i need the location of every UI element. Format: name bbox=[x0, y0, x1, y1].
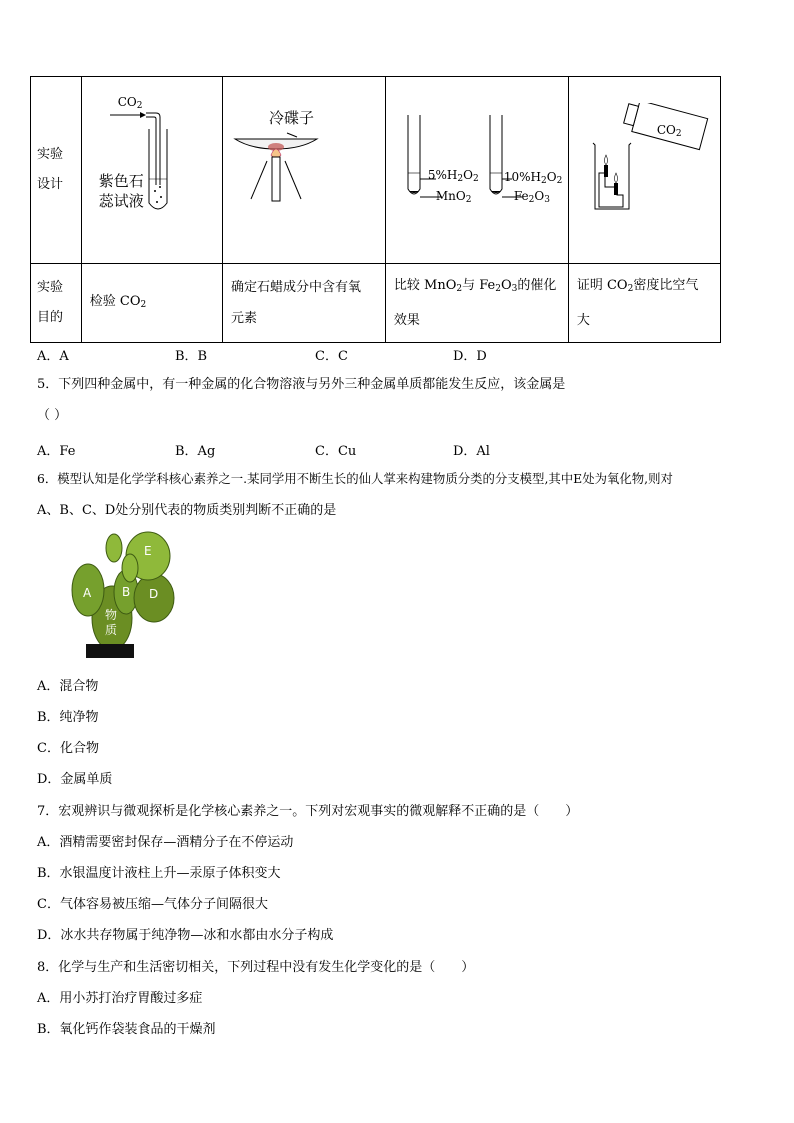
cactus-label-e: E bbox=[144, 544, 152, 558]
q6-option-c[interactable]: C．化合物 bbox=[37, 741, 99, 756]
cactus-icon bbox=[52, 528, 182, 660]
q6-option-b[interactable]: B．纯净物 bbox=[37, 710, 99, 725]
cactus-label-b: B bbox=[122, 585, 131, 599]
q6-option-d[interactable]: D．金属单质 bbox=[37, 772, 113, 787]
diagram-b bbox=[223, 77, 385, 263]
mno2-label: MnO$_2$ bbox=[435, 189, 472, 205]
q8-stem: 8．化学与生产和生活密切相关，下列过程中没有发生化学变化的是（ ） bbox=[37, 960, 475, 975]
q8-option-a[interactable]: A．用小苏打治疗胃酸过多症 bbox=[37, 991, 203, 1006]
q6-stem-line2: A、B、C、D处分别代表的物质类别判断不正确的是 bbox=[37, 503, 337, 518]
diagram-d-cell bbox=[568, 77, 720, 264]
row-header-line: 实验 bbox=[37, 147, 64, 162]
option-a[interactable]: A．A bbox=[37, 349, 69, 364]
q8-option-b[interactable]: B．氧化钙作袋装食品的干燥剂 bbox=[37, 1022, 216, 1037]
q7-option-d[interactable]: D．冰水共存物属于纯净物—冰和水都由水分子构成 bbox=[37, 928, 334, 943]
q7-stem: 7．宏观辨识与微观探析是化学核心素养之一。下列对宏观事实的微观解释不正确的是（ ） bbox=[37, 804, 579, 819]
q5-options bbox=[37, 440, 490, 459]
cold-plate-label: 冷碟子 bbox=[268, 109, 314, 127]
row-header-design bbox=[31, 77, 82, 264]
q7-option-a[interactable]: A．酒精需要密封保存—酒精分子在不停运动 bbox=[37, 835, 294, 850]
option-c[interactable]: C．Cu bbox=[315, 444, 357, 459]
h2o2-5-label: $5\%H_2O_2$ bbox=[427, 168, 479, 184]
q5-stem: 5．下列四种金属中，有一种金属的化合物溶液与另外三种金属单质都能发生反应，该金属是 bbox=[37, 377, 566, 392]
q7-option-c[interactable]: C．气体容易被压缩—气体分子间隔很大 bbox=[37, 897, 268, 912]
option-b[interactable]: B．B bbox=[175, 349, 208, 364]
q4-options bbox=[37, 345, 487, 364]
q5-answer-paren: （ ） bbox=[37, 408, 68, 423]
option-c[interactable]: C．C bbox=[315, 349, 348, 364]
cactus-model bbox=[52, 528, 182, 660]
litmus-label: 紫色石 蕊试液 bbox=[98, 172, 144, 210]
diagram-a bbox=[82, 77, 222, 263]
purpose-a: 检验 $CO_2$ bbox=[81, 264, 222, 343]
h2o2-10-label: $10\%H_2O_2$ bbox=[503, 170, 563, 186]
purpose-c: 比较 MnO$_2$与 $Fe_2O_3$的催化 效果 bbox=[385, 264, 568, 343]
co2-bottle-label: $CO_2$ bbox=[656, 123, 682, 139]
candle-plate-icon bbox=[231, 127, 381, 207]
cactus-trunk-label: 物 质 bbox=[105, 608, 118, 637]
diagram-c-cell bbox=[385, 77, 568, 264]
diagram-b-cell bbox=[222, 77, 385, 264]
diagram-d bbox=[569, 77, 720, 263]
q6-option-a[interactable]: A．混合物 bbox=[37, 679, 99, 694]
co2-label: $CO_2$ bbox=[117, 95, 143, 111]
row-header-line: 设计 bbox=[37, 177, 64, 192]
row-header-purpose bbox=[31, 264, 82, 343]
row-header-line: 实验 bbox=[37, 280, 64, 295]
option-b[interactable]: B．Ag bbox=[175, 444, 216, 459]
diagram-a-cell bbox=[81, 77, 222, 264]
q7-option-b[interactable]: B．水银温度计液柱上升—汞原子体积变大 bbox=[37, 866, 281, 881]
fe2o3-label: $Fe_2O_3$ bbox=[513, 189, 550, 205]
diagram-c bbox=[386, 77, 568, 263]
q6-stem-line1: 6．模型认知是化学学科核心素养之一.某同学用不断生长的仙人掌来构建物质分类的分支模型,其中E处为氧化物,则对 bbox=[37, 471, 673, 486]
cactus-label-d: D bbox=[149, 587, 159, 601]
purpose-d: 证明 $CO_2$密度比空气 大 bbox=[568, 264, 720, 343]
option-a[interactable]: A．Fe bbox=[37, 444, 76, 459]
option-d[interactable]: D．D bbox=[453, 349, 487, 364]
cactus-label-a: A bbox=[83, 586, 92, 600]
row-header-line: 目的 bbox=[37, 310, 64, 325]
purpose-b: 确定石蜡成分中含有氧 元素 bbox=[222, 264, 385, 343]
option-d[interactable]: D．Al bbox=[453, 444, 490, 459]
beaker-candles-icon bbox=[587, 103, 712, 213]
experiment-table bbox=[30, 76, 721, 343]
